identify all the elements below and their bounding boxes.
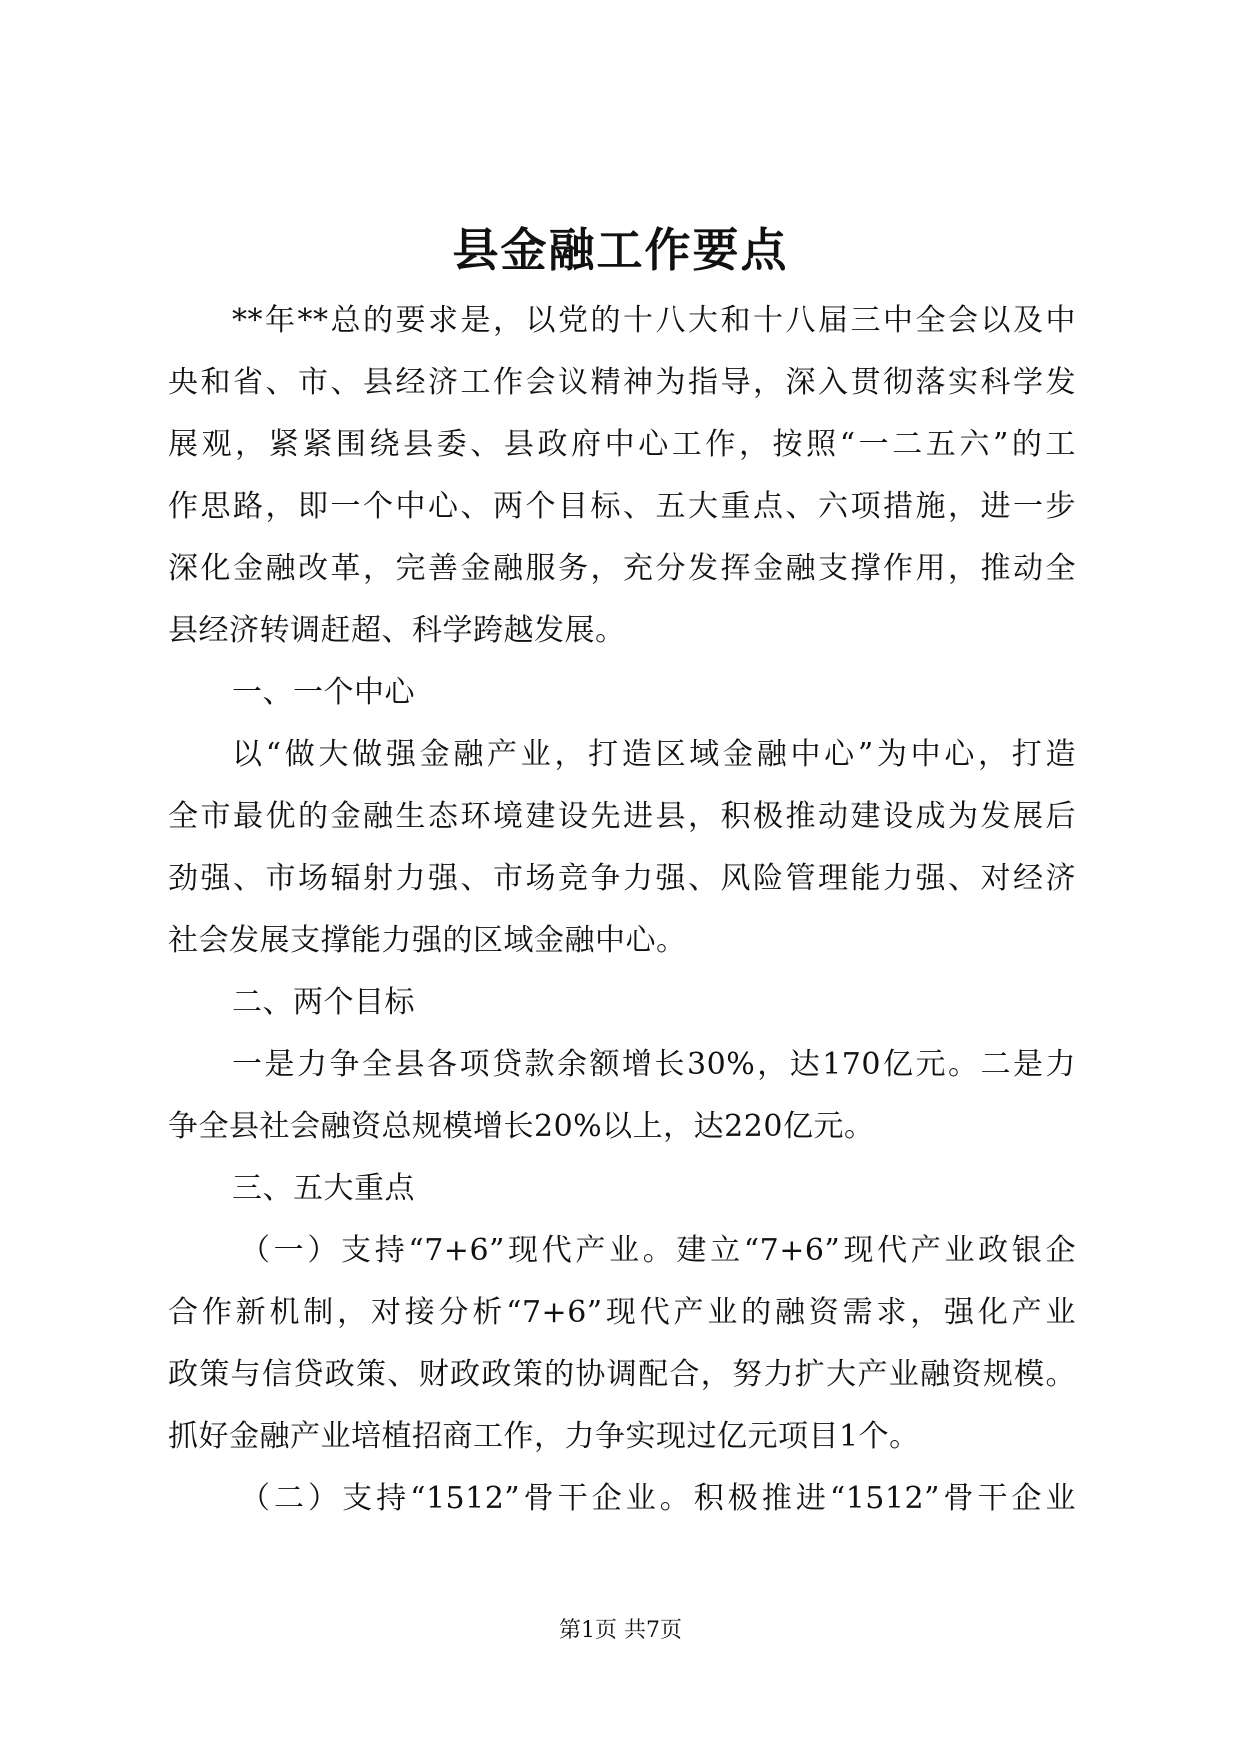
section-heading: 一、一个中心 — [232, 675, 415, 710]
paragraph-line: 展观，紧紧围绕县委、县政府中心工作，按照“一二五六”的工 — [168, 427, 1076, 462]
paragraph-line: （一）支持“7+6”现代产业。建立“7+6”现代产业政银企 — [240, 1233, 1076, 1268]
paragraph-line: 合作新机制，对接分析“7+6”现代产业的融资需求，强化产业 — [168, 1295, 1076, 1330]
paragraph-line: 争全县社会融资总规模增长20%以上，达220亿元。 — [168, 1109, 875, 1144]
paragraph-line: 全市最优的金融生态环境建设先进县，积极推动建设成为发展后 — [168, 799, 1076, 834]
paragraph-line: 一是力争全县各项贷款余额增长30%，达170亿元。二是力 — [232, 1047, 1076, 1082]
paragraph-line: 县经济转调赶超、科学跨越发展。 — [168, 613, 626, 648]
document-title: 县金融工作要点 — [452, 223, 789, 277]
paragraph-line: 抓好金融产业培植招商工作，力争实现过亿元项目1个。 — [168, 1419, 920, 1454]
paragraph-line: 作思路，即一个中心、两个目标、五大重点、六项措施，进一步 — [168, 489, 1076, 524]
paragraph-line: **年**总的要求是，以党的十八大和十八届三中全会以及中 — [232, 303, 1076, 338]
paragraph-line: 劲强、市场辐射力强、市场竞争力强、风险管理能力强、对经济 — [168, 861, 1076, 896]
paragraph-line: 以“做大做强金融产业，打造区域金融中心”为中心，打造 — [232, 737, 1076, 772]
page-number: 第1页 共7页 — [559, 1618, 682, 1643]
paragraph-line: 央和省、市、县经济工作会议精神为指导，深入贯彻落实科学发 — [168, 365, 1076, 400]
paragraph-line: 深化金融改革，完善金融服务，充分发挥金融支撑作用，推动全 — [168, 551, 1076, 586]
paragraph-line: （二）支持“1512”骨干企业。积极推进“1512”骨干企业 — [240, 1481, 1076, 1516]
paragraph-line: 社会发展支撑能力强的区域金融中心。 — [168, 923, 687, 958]
paragraph-line: 政策与信贷政策、财政政策的协调配合，努力扩大产业融资规模。 — [168, 1357, 1076, 1392]
section-heading: 二、两个目标 — [232, 985, 415, 1020]
section-heading: 三、五大重点 — [232, 1171, 415, 1206]
document-body — [168, 290, 1076, 1530]
